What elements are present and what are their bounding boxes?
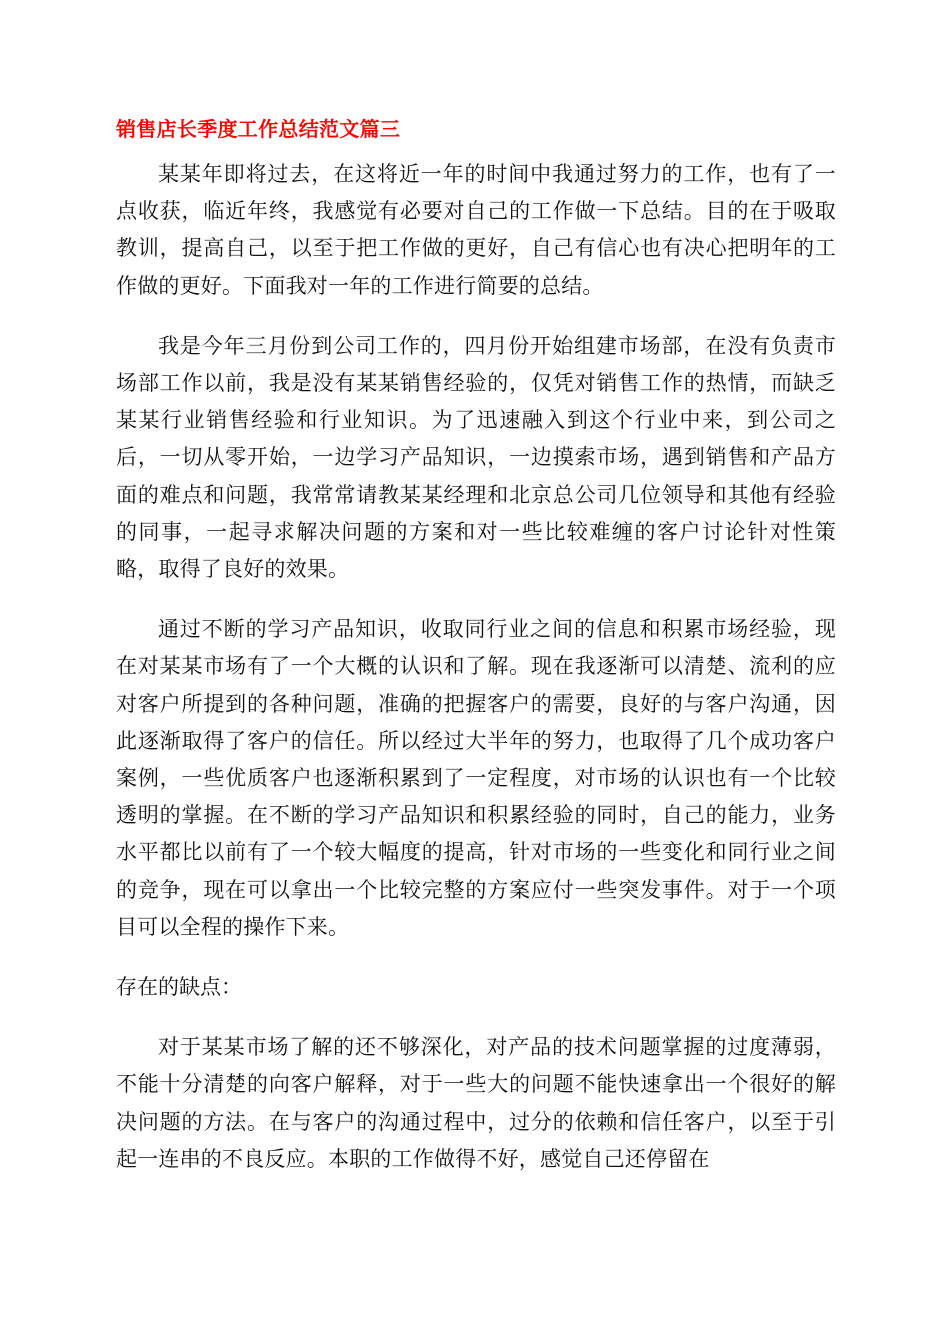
section-label-shortcomings: 存在的缺点： (116, 975, 242, 1000)
body-paragraph: 某某年即将过去，在这将近一年的时间中我通过努力的工作，也有了一点收获，临近年终，我感觉有必要对自己的工作做一下总结。目的在于吸取教训，提高自己，以至于把工作做的更好，自己有信心也有决心把明年的工作做的更好。下面我对一年的工作进行简要的总结。 (116, 162, 836, 298)
shortcomings-paragraph: 对于某某市场了解的还不够深化，对产品的技术问题掌握的过度薄弱，不能十分清楚的向客户解释，对于一些大的问题不能快速拿出一个很好的解决问题的方法。在与客户的沟通过程中，过分的依赖和信任客户，以至于引起一连串的不良反应。本职的工作做得不好，感觉自己还停留在 (116, 1035, 836, 1171)
document-title: 销售店长季度工作总结范文篇三 (116, 117, 401, 141)
body-paragraph: 我是今年三月份到公司工作的，四月份开始组建市场部，在没有负责市场部工作以前，我是没有某某销售经验的，仅凭对销售工作的热情，而缺乏某某行业销售经验和行业知识。为了迅速融入到这个行业中来，到公司之后，一切从零开始，一边学习产品知识，一边摸索市场，遇到销售和产品方面的难点和问题，我常常请教某某经理和北京总公司几位领导和其他有经验的同事，一起寻求解决问题的方案和对一些比较难缠的客户讨论针对性策略，取得了良好的效果。 (116, 333, 836, 582)
document-body (116, 112, 836, 1201)
body-paragraph: 通过不断的学习产品知识，收取同行业之间的信息和积累市场经验，现在对某某市场有了一个大概的认识和了解。现在我逐渐可以清楚、流利的应对客户所提到的各种问题，准确的把握客户的需要，良好的与客户沟通，因此逐渐取得了客户的信任。所以经过大半年的努力，也取得了几个成功客户案例，一些优质客户也逐渐积累到了一定程度，对市场的认识也有一个比较透明的掌握。在不断的学习产品知识和积累经验的同时，自己的能力，业务水平都比以前有了一个较大幅度的提高，针对市场的一些变化和同行业之间的竞争，现在可以拿出一个比较完整的方案应付一些突发事件。对于一个项目可以全程的操作下来。 (116, 617, 836, 939)
